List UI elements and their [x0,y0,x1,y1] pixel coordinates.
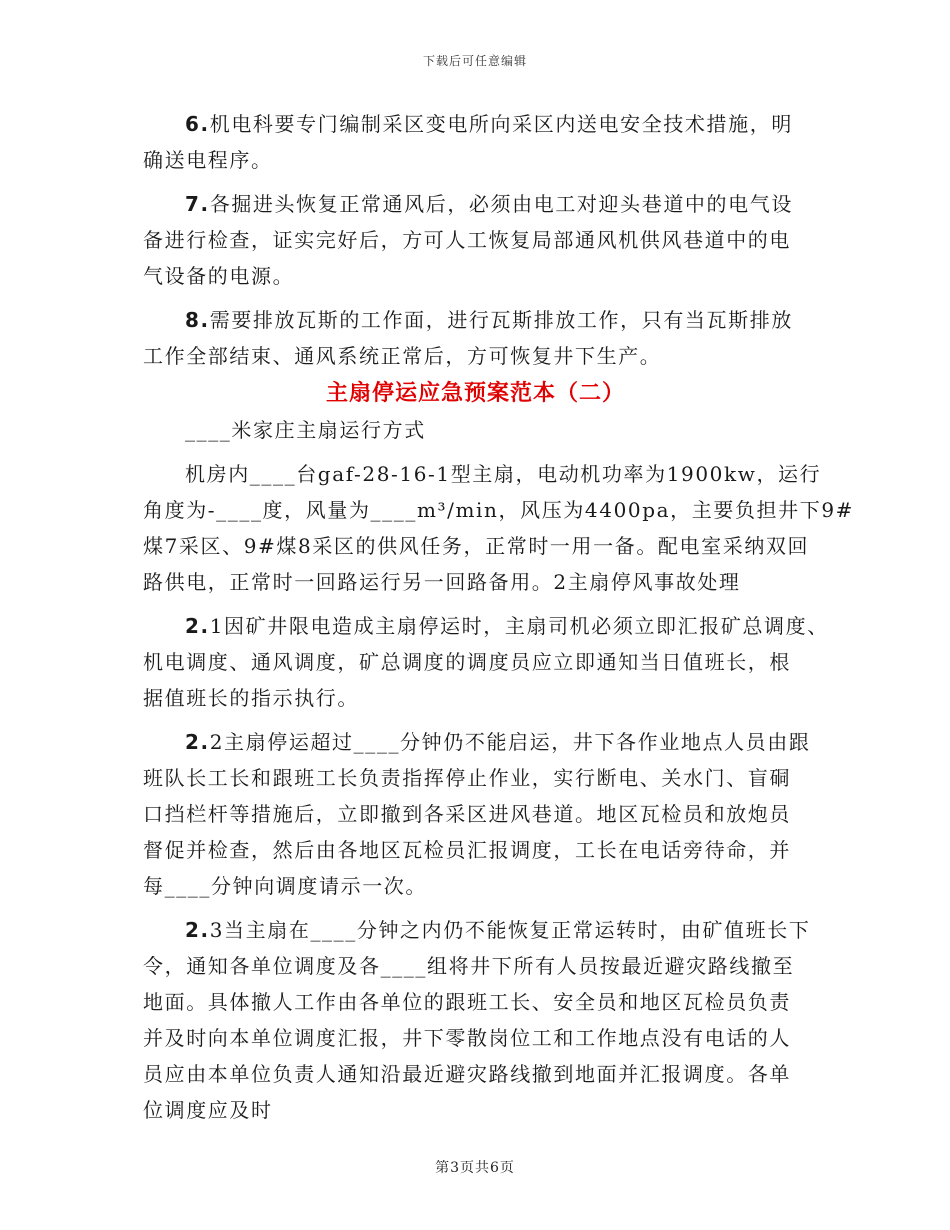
paragraph-line: 路供电，正常时一回路运行另一回路备用。2主扇停风事故处理 [143,570,741,594]
paragraph-line: 气设备的电源。 [143,264,295,288]
paragraph-line: 煤7采区、9#煤8采区的供风任务，正常时一用一备。配电室采纳双回 [143,534,810,558]
section-2-3 [143,912,828,1128]
paragraph-line: 各掘进头恢复正常通风后，必须由电工对迎头巷道中的电气设 [209,192,793,216]
paragraph-line: 班队长工长和跟班工长负责指挥停止作业，实行断电、关水门、盲硐 [143,766,791,790]
paragraph-item-8 [143,302,828,374]
paragraph-line: 令，通知各单位调度及各____组将井下所有人员按最近避灾路线撤至 [143,954,795,978]
item-number: 2. [185,730,210,754]
item-number: 2. [185,918,210,942]
paragraph-item-6 [143,106,828,178]
paragraph-line: 3当主扇在____分钟之内仍不能恢复正常运转时，由矿值班长下 [209,918,811,942]
paragraph-line: 需要排放瓦斯的工作面，进行瓦斯排放工作，只有当瓦斯排放 [209,308,793,332]
paragraph-line: 口挡栏杆等措施后，立即撤到各采区进风巷道。地区瓦检员和放炮员 [143,802,791,826]
paragraph-line: 确送电程序。 [143,148,273,172]
item-number: 8. [185,308,210,332]
paragraph-line: 机电科要专门编制采区变电所向采区内送电安全技术措施，明 [209,112,793,136]
paragraph-line: 2主扇停运超过____分钟仍不能启运，井下各作业地点人员由跟 [209,730,811,754]
page-footer: 第3页共6页 [435,1160,515,1176]
paragraph-line: 位调度应及时 [143,1098,273,1122]
paragraph-line: 员应由本单位负责人通知沿最近避灾路线撤到地面并汇报调度。各单 [143,1062,791,1086]
item-number: 2. [185,614,210,638]
paragraph-item-7 [143,186,828,294]
paragraph-line: 每____分钟向调度请示一次。 [143,874,427,898]
section-2-2 [143,724,828,904]
paragraph-line: 工作全部结束、通风系统正常后，方可恢复井下生产。 [143,344,662,368]
document-title: 主扇停运应急预案范本（二） [325,380,625,406]
paragraph-line: 地面。具体撤人工作由各单位的跟班工长、安全员和地区瓦检员负责 [143,990,791,1014]
paragraph-line: 角度为-____度，风量为____m³/min，风压为4400pa，主要负担井下9# [143,498,855,522]
section-2-1 [143,608,828,716]
paragraph-line: 备进行检查，证实完好后，方可人工恢复局部通风机供风巷道中的电 [143,228,791,252]
paragraph-line: 机电调度、通风调度，矿总调度的调度员应立即通知当日值班长，根 [143,650,791,674]
paragraph-line: 机房内____台gaf-28-16-1型主扇，电动机功率为1900kw，运行 [185,462,822,486]
paragraph-line: 督促并检查，然后由各地区瓦检员汇报调度，工长在电话旁待命，并 [143,838,791,862]
paragraph-line: 1因矿井限电造成主扇停运时，主扇司机必须立即汇报矿总调度、 [209,614,829,638]
document-body [143,106,855,1128]
item-number: 6. [185,112,210,136]
page-header: 下载后可任意编辑 [422,54,527,68]
intro-line: ____米家庄主扇运行方式 [185,418,426,442]
paragraph-line: 据值班长的指示执行。 [143,686,359,710]
item-number: 7. [185,192,210,216]
paragraph-line: 并及时向本单位调度汇报，井下零散岗位工和工作地点没有电话的人 [143,1026,791,1050]
intro-paragraph [143,456,855,600]
